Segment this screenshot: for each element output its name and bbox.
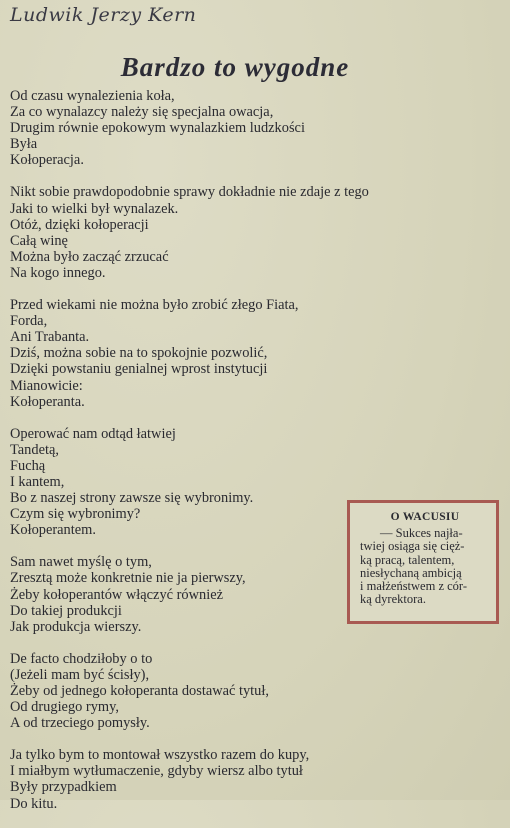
poem-line: Nikt sobie prawdopodobnie sprawy dokładnie nie zdaje z tego: [10, 184, 369, 201]
poem-line: Od czasu wynalezienia koła,: [10, 88, 175, 104]
poem-line: Tandetą,: [10, 441, 59, 458]
poem-title: Bardzo to wygodne: [120, 52, 350, 82]
poem-line: Sam nawet myślę o tym,: [10, 554, 152, 571]
poem-line: Do takiej produkcji: [10, 602, 122, 619]
poem-line: Żeby kołoperantów włączyć również: [10, 586, 223, 603]
poem-line: Za co wynalazcy należy się specjalna owacja,: [10, 104, 274, 121]
poem-line: Drugim równie epokowym wynalazkiem ludzkości: [10, 120, 305, 137]
poem-line: I miałbym wytłumaczenie, gdyby wiersz albo tytuł: [10, 763, 303, 780]
poem-line: Ja tylko bym to montował wszystko razem do kupy,: [10, 747, 310, 764]
poem-line: A od trzeciego pomysły.: [10, 715, 150, 732]
poem-line: Otóż, dzięki kołoperacji: [10, 216, 149, 233]
sidebar-text: [360, 527, 490, 607]
poem-line: Do kitu.: [10, 795, 58, 812]
poem-line: Kołoperantem.: [10, 522, 96, 539]
sidebar-line: twiej osiąga się cięż-: [360, 539, 465, 554]
poem-line: Jaki to wielki był wynalazek.: [10, 200, 179, 217]
poem-line: Forda,: [10, 313, 48, 330]
poem-line: Przed wiekami nie można było zrobić złego Fiata,: [10, 297, 299, 314]
poem-line: Fuchą: [10, 457, 46, 474]
poem-line: Kołoperanta.: [10, 393, 85, 410]
sidebar-line: niesłychaną ambicją: [360, 565, 462, 580]
poem-line: Czym się wybronimy?: [10, 506, 141, 523]
sidebar-title: O WACUSIU: [390, 511, 460, 523]
poem-line: Ani Trabanta.: [10, 329, 90, 346]
poem-line: Na kogo innego.: [10, 264, 106, 281]
poem-line: Zresztą może konkretnie nie ja pierwszy,: [10, 570, 246, 587]
stanza: [10, 184, 500, 281]
stanza: [10, 651, 500, 731]
author-name: Ludwik Jerzy Kern: [10, 4, 197, 26]
sidebar-line: ką pracą, talentem,: [360, 552, 455, 567]
poem-body: [10, 88, 500, 828]
poem-line: Jak produkcja wierszy.: [10, 618, 142, 635]
poem-line: Były przypadkiem: [10, 779, 117, 796]
poem-line: Można było zacząć zrzucać: [10, 248, 169, 265]
poem-line: Operować nam odtąd łatwiej: [10, 425, 176, 442]
sidebar-line: ką dyrektora.: [360, 592, 426, 607]
poem-line: Całą winę: [10, 232, 68, 249]
poem-line: Żeby od jednego kołoperanta dostawać tytuł,: [10, 683, 269, 699]
sidebar-box: [347, 500, 499, 624]
poem-line: Bo z naszej strony zawsze się wybronimy.: [10, 490, 254, 507]
stanza: [10, 88, 500, 168]
poem-line: Dzięki powstaniu genialnej wprost instytucji: [10, 361, 268, 378]
stanza: [10, 297, 500, 410]
sidebar-line: i małżeństwem z cór-: [360, 579, 467, 594]
poem-line: Była: [10, 136, 38, 153]
poem-line: Mianowicie:: [10, 377, 83, 394]
poem-line: De facto chodziłoby o to: [10, 650, 153, 667]
poem-line: Dziś, można sobie na to spokojnie pozwolić,: [10, 345, 268, 362]
sidebar-line: — Sukces najła-: [380, 526, 463, 540]
poem-line: Kołoperacja.: [10, 152, 84, 169]
poem-line: (Jeżeli mam być ścisły),: [10, 666, 150, 683]
poem-line: Od drugiego rymy,: [10, 699, 119, 716]
poem-line: I kantem,: [10, 473, 65, 490]
stanza: [10, 747, 500, 811]
